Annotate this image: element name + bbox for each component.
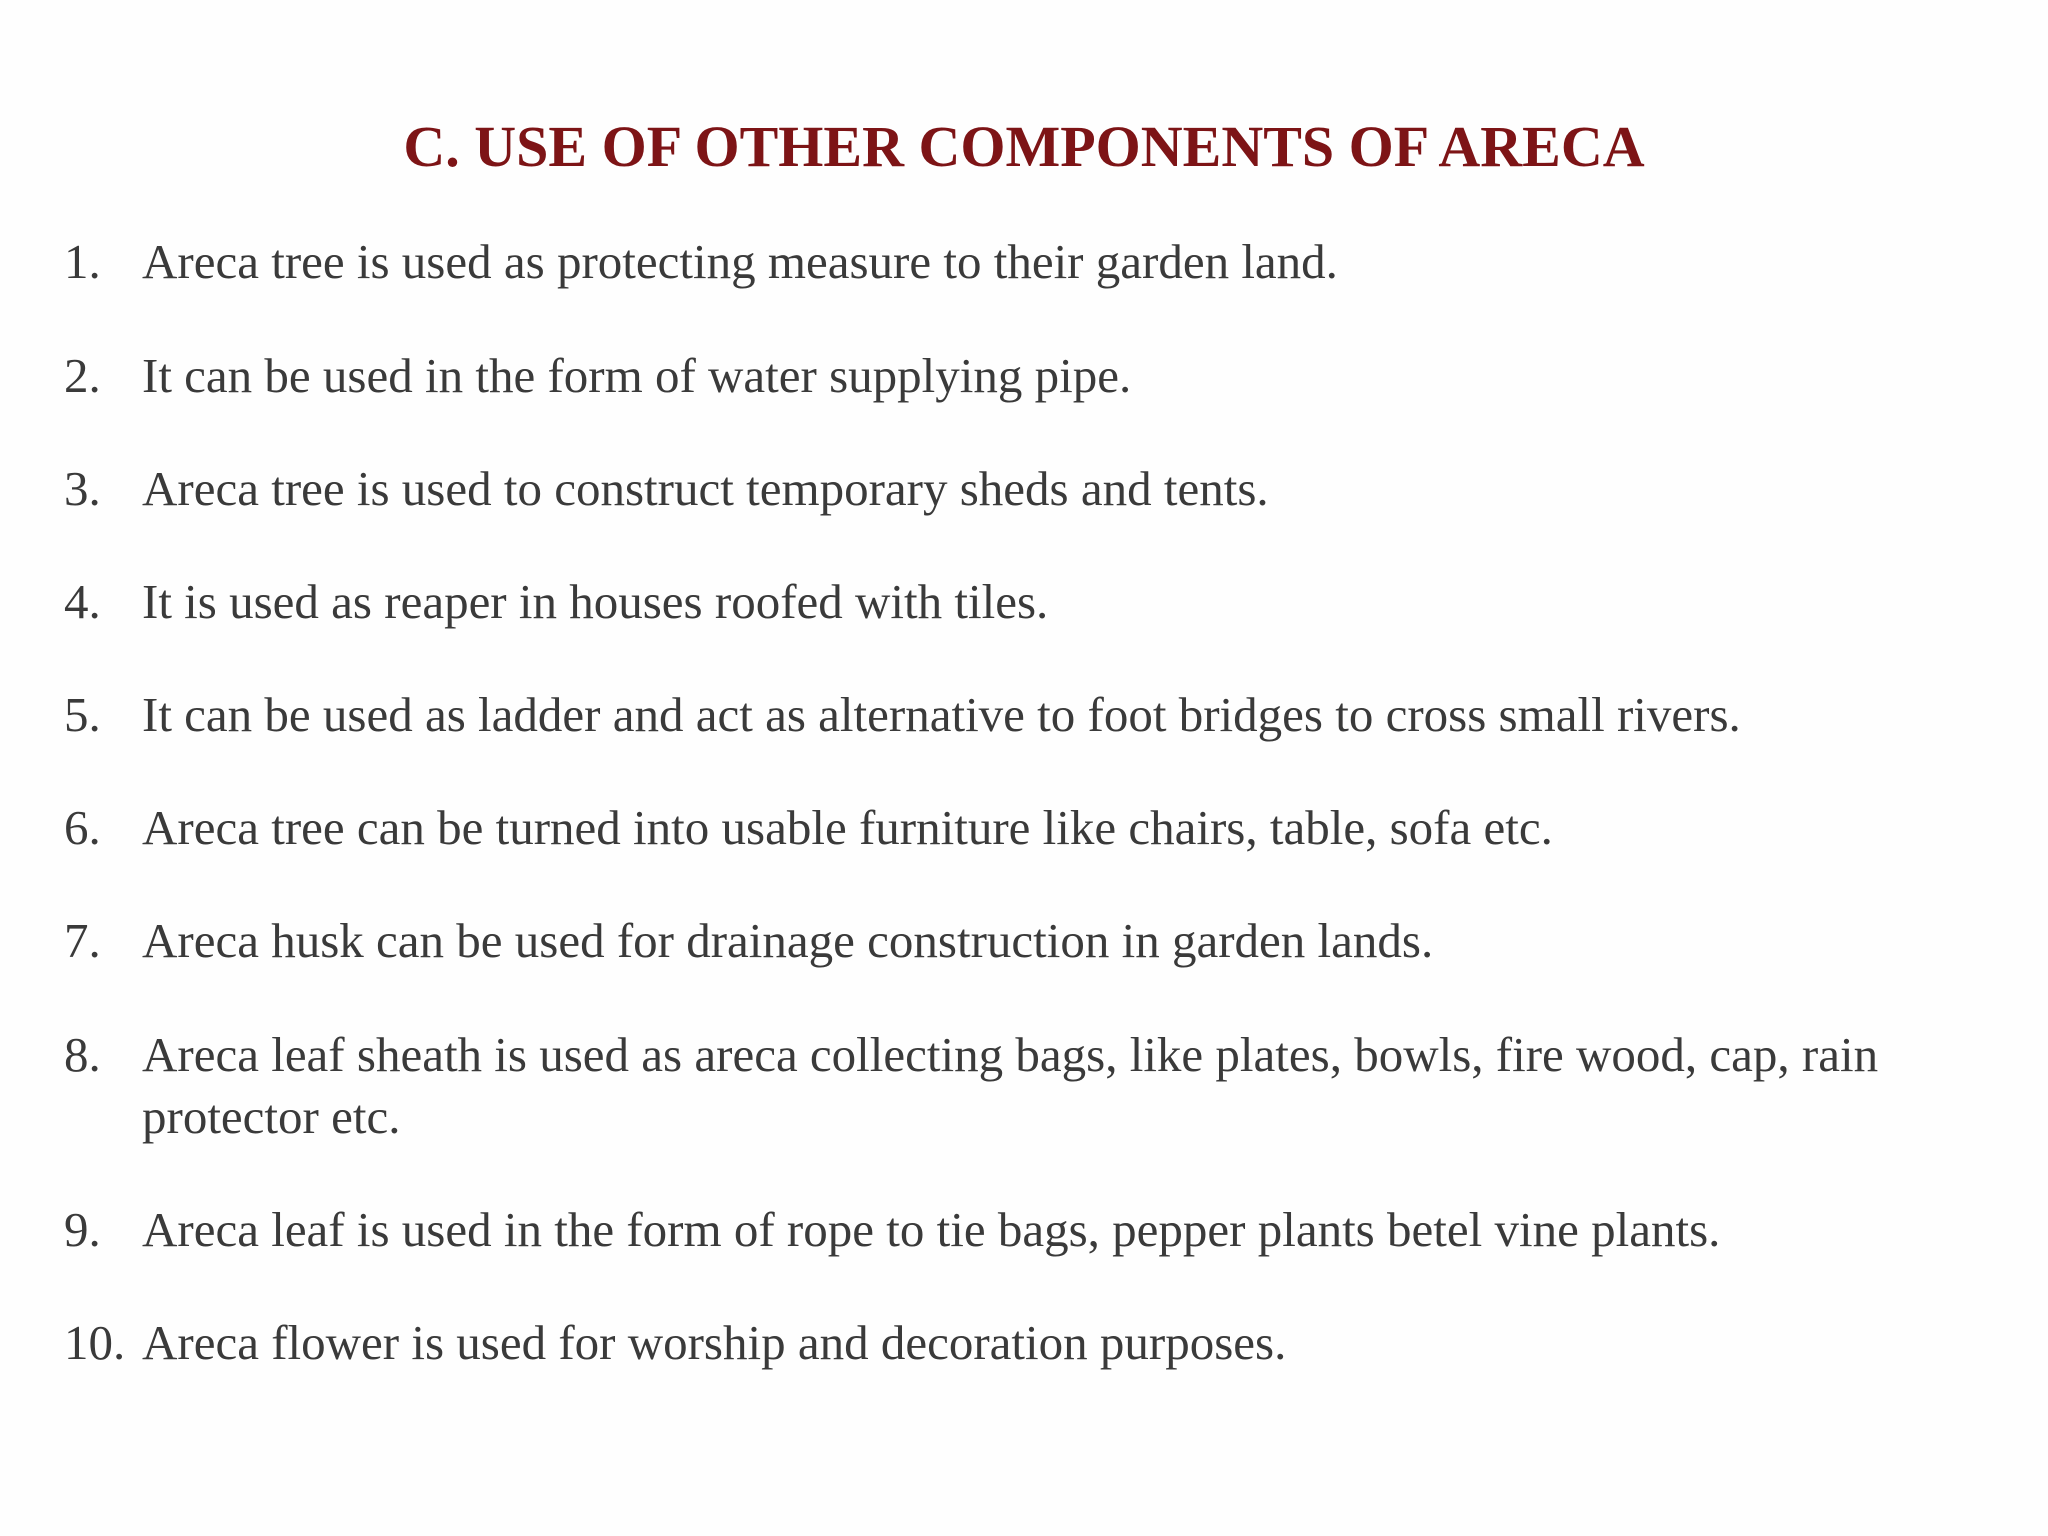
list-item-number: 8.: [64, 1027, 101, 1082]
list-item-number: 3.: [64, 461, 101, 516]
slide-title: C. USE OF OTHER COMPONENTS OF ARECA: [403, 114, 1645, 179]
list-item-text: Areca husk can be used for drainage construction in garden lands.: [142, 913, 1434, 968]
list-item-number: 4.: [64, 574, 101, 629]
list-item-text: Areca tree is used as protecting measure to their garden land.: [142, 234, 1338, 289]
list-item-text: Areca leaf sheath is used as areca collecting bags, like plates, bowls, fire wood, cap, rain protector etc.: [142, 1027, 1879, 1144]
list-item-number: 10.: [64, 1315, 126, 1370]
list-item-number: 2.: [64, 348, 101, 403]
list-item-number: 6.: [64, 800, 101, 855]
list-item-text: Areca leaf is used in the form of rope to tie bags, pepper plants betel vine plants.: [142, 1202, 1721, 1257]
list-item-text: Areca flower is used for worship and decoration purposes.: [142, 1315, 1287, 1370]
list-item-text: Areca tree is used to construct temporary sheds and tents.: [142, 461, 1269, 516]
list-item-number: 7.: [64, 913, 101, 968]
list-item-text: Areca tree can be turned into usable furniture like chairs, table, sofa etc.: [142, 800, 1553, 855]
list-item-text: It can be used in the form of water supplying pipe.: [142, 348, 1132, 403]
list-item-text: It is used as reaper in houses roofed with tiles.: [142, 574, 1049, 629]
list-item-number: 9.: [64, 1202, 101, 1257]
list-item-number: 5.: [64, 687, 101, 742]
list-item-text: It can be used as ladder and act as alternative to foot bridges to cross small rivers.: [142, 687, 1741, 742]
list-item-number: 1.: [64, 234, 101, 289]
